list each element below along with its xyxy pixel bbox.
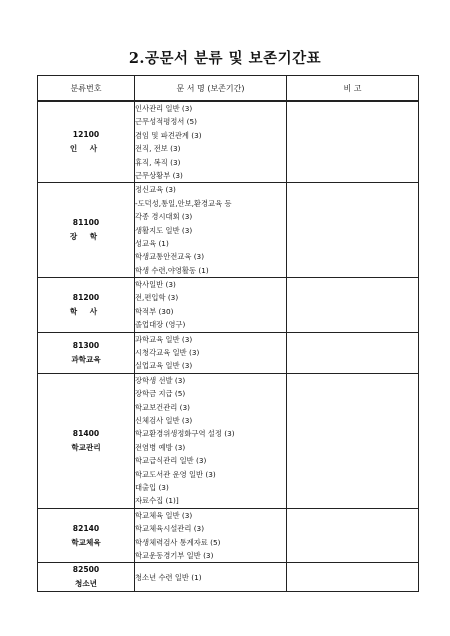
classification-number: 82140 [72, 523, 100, 533]
document-item: 휴직, 복직 (3) [135, 157, 181, 167]
document-item: 실업교육 일반 (3) [135, 361, 193, 371]
header-note: 비 고 [287, 76, 419, 102]
document-item: 학교환경위생정화구역 설정 (3) [135, 429, 235, 439]
category-name: 학 사 [69, 306, 103, 316]
document-item: 학교도서관 운영 일반 (3) [135, 469, 216, 479]
document-item: 겸임 및 파견관계 (3) [135, 130, 202, 140]
classification-number: 81300 [72, 340, 100, 350]
document-item: 학생체력검사 통계자료 (5) [135, 537, 221, 547]
document-item: 학교운동경기부 일반 (3) [135, 550, 214, 560]
document-item: 시청각교육 일반 (3) [135, 348, 200, 358]
note-cell [287, 508, 419, 563]
document-item: 과학교육 일반 (3) [135, 334, 193, 344]
code-cell [38, 332, 135, 373]
code-cell [38, 183, 135, 278]
document-item: 전,편입학 (3) [135, 293, 179, 303]
document-item: 성교육 (1) [135, 238, 169, 248]
document-item: 전염병 예방 (3) [135, 442, 186, 452]
table-row [38, 332, 419, 373]
category-name: 학교체육 [71, 537, 101, 547]
document-item: 학생 수련,야영활동 (1) [135, 265, 209, 275]
note-cell [287, 373, 419, 508]
document-item: 학교체육 일반 (3) [135, 510, 193, 520]
document-item: 신체검사 일반 (3) [135, 415, 193, 425]
note-cell [287, 101, 419, 183]
document-list [135, 508, 287, 563]
table-row [38, 508, 419, 563]
document-item: 학적부 (30) [135, 306, 174, 316]
table-row [38, 278, 419, 333]
document-item: 졸업대장 (영구) [135, 320, 186, 330]
code-cell [38, 508, 135, 563]
document-item: 학교급식관리 일반 (3) [135, 456, 207, 466]
note-cell [287, 278, 419, 333]
document-list [135, 373, 287, 508]
document-item: 근무상황부 (3) [135, 170, 183, 180]
document-item: 학교보건관리 (3) [135, 402, 190, 412]
note-cell [287, 332, 419, 373]
document-item: 각종 경시대회 (3) [135, 212, 193, 222]
code-cell [38, 101, 135, 183]
document-item: 전직, 전보 (3) [135, 144, 181, 154]
category-name: 학교관리 [71, 442, 101, 452]
note-cell [287, 183, 419, 278]
document-item: 근무성적평정서 (5) [135, 117, 197, 127]
document-item: 학생교통안전교육 (3) [135, 252, 205, 262]
header-code: 분류번호 [38, 76, 135, 102]
document-item: 대출입 (3) [135, 482, 169, 492]
classification-number: 81200 [72, 292, 100, 302]
document-item: 장학생 선발 (3) [135, 375, 186, 385]
document-item: 인사관리 일반 (3) [135, 104, 193, 113]
category-name: 청소년 [74, 579, 97, 589]
code-cell [38, 563, 135, 592]
category-name: 과학교육 [71, 354, 101, 364]
table-row [38, 183, 419, 278]
note-cell [287, 563, 419, 592]
classification-number: 81100 [72, 218, 100, 228]
classification-number: 81400 [72, 428, 100, 438]
retention-table [37, 75, 419, 592]
code-cell [38, 373, 135, 508]
document-item: -도덕성,통일,안보,환경교육 등 [135, 198, 232, 208]
document-item: 학사일반 (3) [135, 280, 176, 290]
document-title: 2.공문서 분류 및 보존기간표 [128, 50, 322, 67]
document-list [135, 332, 287, 373]
document-list [135, 101, 287, 183]
document-item: 학교체육시설관리 (3) [135, 524, 205, 534]
document-item: 자료수집 (1)] [135, 496, 179, 506]
document-item: 장학금 지급 (5) [135, 389, 186, 399]
document-item: 정신교육 (3) [135, 185, 176, 195]
table-row [38, 373, 419, 508]
document-list [135, 563, 287, 592]
classification-number: 82500 [72, 565, 100, 575]
header-docname: 문 서 명 (보존기간) [135, 76, 287, 102]
document-list [135, 183, 287, 278]
table-header-row [38, 76, 419, 102]
code-cell [38, 278, 135, 333]
document-item: 생활지도 일반 (3) [135, 225, 193, 235]
category-name: 장 학 [69, 232, 103, 242]
document-item: 청소년 수련 일반 (1) [135, 572, 202, 582]
category-name: 인 사 [69, 144, 103, 154]
document-list [135, 278, 287, 333]
classification-number: 12100 [72, 130, 100, 140]
table-row [38, 563, 419, 592]
table-row [38, 101, 419, 183]
